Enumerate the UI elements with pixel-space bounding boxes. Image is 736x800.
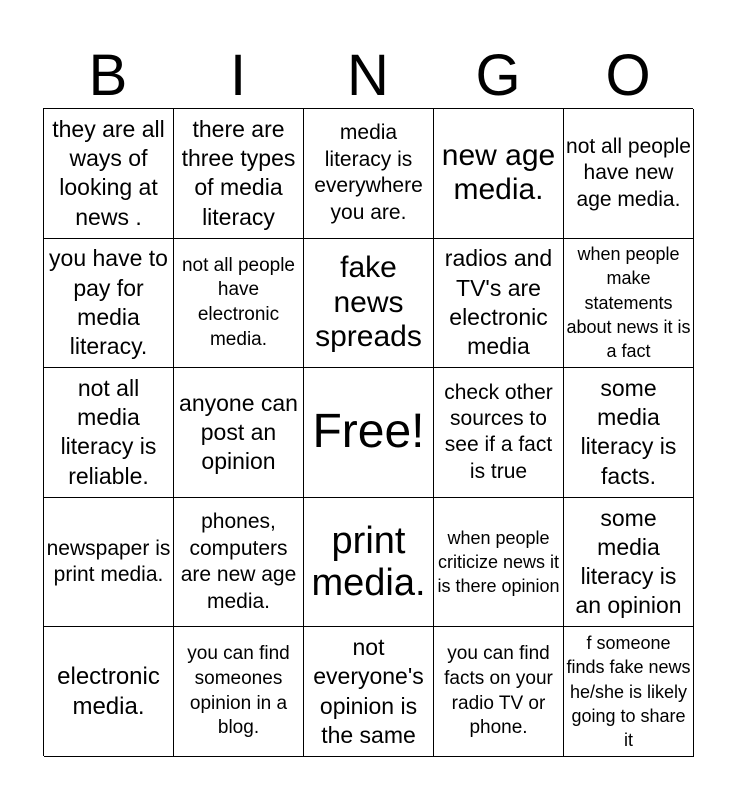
bingo-cell-r1c2[interactable]	[174, 109, 304, 239]
bingo-cell-r2c3[interactable]	[304, 239, 434, 369]
bingo-cell-r2c1[interactable]	[44, 239, 174, 369]
bingo-cell-r3c2[interactable]	[174, 368, 304, 498]
cell-text: when people criticize news it is there opinion	[437, 527, 560, 597]
bingo-cell-r1c5[interactable]	[564, 109, 694, 239]
header-letter-g: G	[475, 43, 521, 108]
cell-text: f someone finds fake news he/she is likely going to share it	[566, 632, 691, 751]
cell-text: when people make statements about news it is a fact	[566, 244, 691, 362]
header-letter-i: I	[229, 43, 247, 108]
cell-text: they are all ways of looking at news .	[52, 115, 165, 230]
bingo-cell-r1c3[interactable]	[304, 109, 434, 239]
cell-text: radios and TV's are electronic media	[444, 245, 553, 360]
cell-text: not everyone's opinion is the same	[313, 634, 424, 748]
bingo-cell-r2c5[interactable]	[564, 239, 694, 369]
cell-text: anyone can post an opinion	[179, 389, 298, 475]
bingo-cell-r3c5[interactable]	[564, 368, 694, 498]
cell-text: new age media.	[441, 138, 556, 207]
bingo-cell-r3c4[interactable]	[434, 368, 564, 498]
header-letter-n: N	[347, 43, 389, 108]
bingo-cell-r4c1[interactable]	[44, 498, 174, 628]
cell-text: newspaper is print media.	[46, 536, 171, 587]
bingo-cell-r5c5[interactable]	[564, 627, 694, 757]
bingo-board	[43, 108, 693, 756]
bingo-cell-r5c1[interactable]	[44, 627, 174, 757]
bingo-cell-r5c2[interactable]	[174, 627, 304, 757]
cell-text: electronic media.	[57, 662, 160, 720]
bingo-cell-free[interactable]	[304, 368, 434, 498]
cell-text: media literacy is everywhere you are.	[314, 121, 423, 224]
cell-text: check other sources to see if a fact is true	[444, 380, 553, 483]
bingo-cell-r4c2[interactable]	[174, 498, 304, 628]
header-letter-b: B	[88, 43, 128, 108]
cell-text: fake news spreads	[315, 251, 422, 354]
cell-text: you can find someones opinion in a blog.	[187, 643, 290, 739]
cell-text: not all people have new age media.	[566, 134, 691, 211]
bingo-cell-r4c5[interactable]	[564, 498, 694, 628]
bingo-cell-r1c1[interactable]	[44, 109, 174, 239]
header-letter-o: O	[605, 43, 651, 108]
cell-text: print media.	[311, 519, 426, 605]
bingo-cell-r4c3[interactable]	[304, 498, 434, 628]
bingo-cell-r2c4[interactable]	[434, 239, 564, 369]
bingo-cell-r5c4[interactable]	[434, 627, 564, 757]
cell-text: phones, computers are new age media.	[180, 510, 297, 613]
bingo-cell-r4c4[interactable]	[434, 498, 564, 628]
bingo-header	[43, 44, 693, 108]
free-space-text: Free!	[312, 405, 425, 459]
cell-text: some media literacy is facts.	[580, 375, 677, 489]
cell-text: some media literacy is an opinion	[575, 504, 682, 619]
cell-text: not all media literacy is reliable.	[60, 375, 157, 489]
cell-text: you can find facts on your radio TV or phone.	[444, 643, 553, 739]
bingo-cell-r1c4[interactable]	[434, 109, 564, 239]
cell-text: there are three types of media literacy	[181, 115, 296, 230]
cell-text: you have to pay for media literacy.	[49, 245, 168, 360]
bingo-cell-r5c3[interactable]	[304, 627, 434, 757]
cell-text: not all people have electronic media.	[181, 254, 296, 350]
bingo-cell-r2c2[interactable]	[174, 239, 304, 369]
bingo-cell-r3c1[interactable]	[44, 368, 174, 498]
